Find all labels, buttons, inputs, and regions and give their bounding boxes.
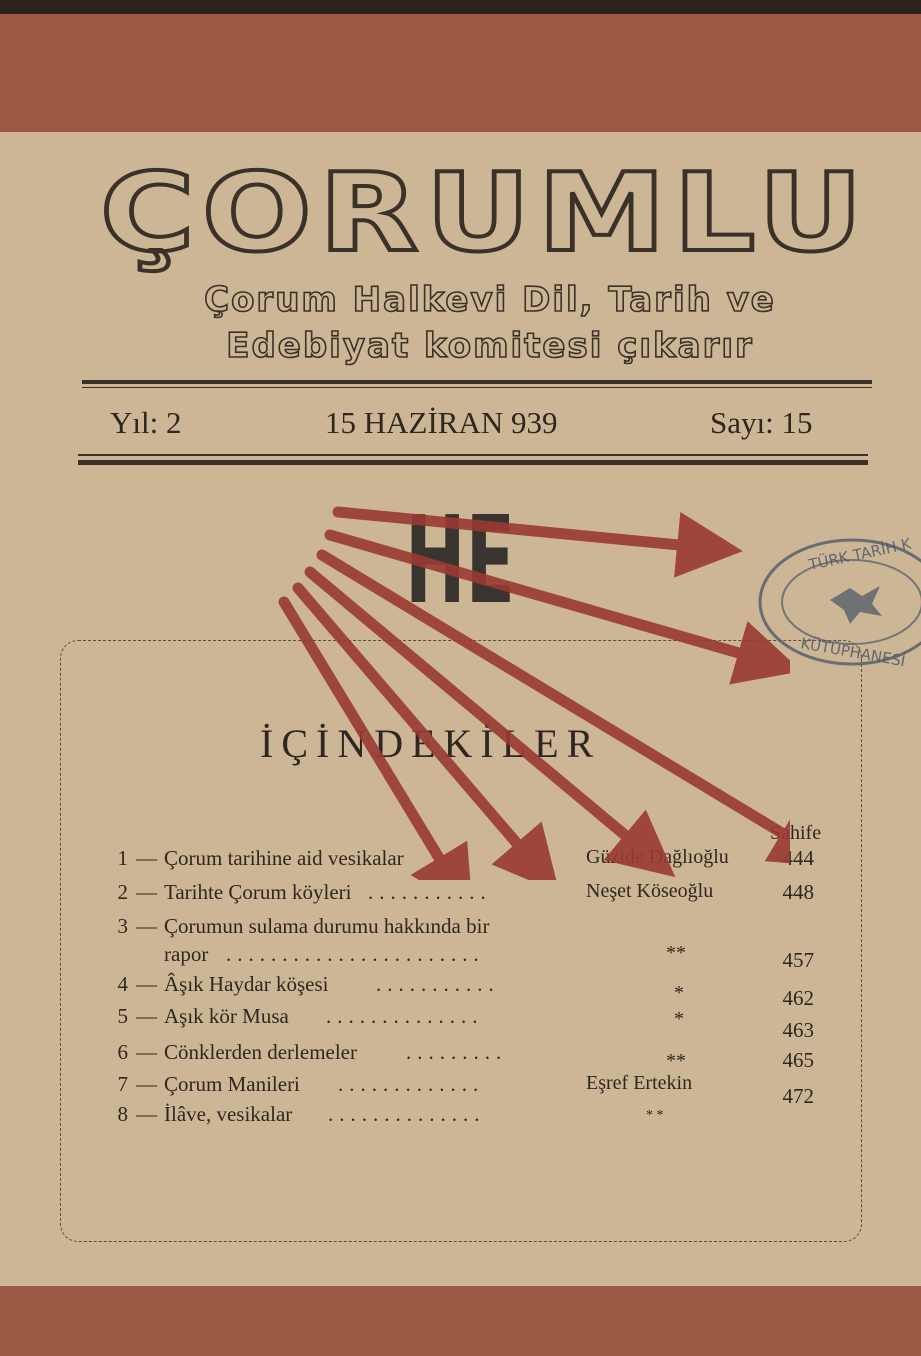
- item-page: 444: [782, 846, 814, 870]
- masthead: [90, 150, 880, 280]
- issue-date: 15 HAZİRAN 939: [325, 405, 558, 440]
- item-author: **: [666, 942, 686, 964]
- divider-top-thin: [82, 387, 872, 388]
- item-number: 1: [117, 846, 128, 870]
- stamp-bottom-text: KÜTÜPHANESİ: [799, 634, 907, 671]
- item-number: 3: [117, 914, 128, 938]
- item-title: Âşık Haydar köşesi: [164, 972, 329, 996]
- leader-dots: ...........: [368, 880, 492, 904]
- item-number: 2: [117, 880, 128, 904]
- item-author: **: [666, 1050, 686, 1072]
- list-item: [106, 880, 826, 910]
- item-number: 6: [117, 1040, 128, 1064]
- item-number: 5: [117, 1004, 128, 1028]
- leader-dots: .......................: [226, 942, 485, 966]
- leader-dots: ...........: [376, 972, 500, 996]
- leader-dots: ..............: [326, 1004, 484, 1028]
- item-author: Eşref Ertekin: [586, 1072, 693, 1094]
- item-dash: —: [136, 846, 157, 870]
- leader-dots: .........: [406, 1040, 508, 1064]
- item-author: *: [674, 1008, 684, 1030]
- item-author: Neşet Köseoğlu: [586, 880, 714, 902]
- subtitle-line-2: Edebiyat komitesi çıkarır: [226, 326, 754, 366]
- masthead-title: ÇORUMLU: [100, 151, 870, 276]
- halkevi-emblem: [270, 490, 790, 880]
- top-color-band: [0, 14, 921, 132]
- item-title: Cönklerden derlemeler: [164, 1040, 357, 1064]
- emblem-letters: HE: [405, 492, 515, 631]
- item-dash: —: [136, 1040, 157, 1064]
- list-item: [106, 972, 826, 1010]
- item-page: 448: [782, 880, 814, 904]
- item-page: 465: [782, 1048, 814, 1072]
- item-dash: —: [136, 880, 157, 904]
- item-dash: —: [136, 972, 157, 996]
- item-title: Çorumun sulama durumu hakkında bir: [164, 914, 490, 938]
- subtitle-line-1: Çorum Halkevi Dil, Tarih ve: [204, 280, 776, 320]
- divider-top: [82, 380, 872, 384]
- item-page: 472: [782, 1084, 814, 1108]
- leader-dots: ..............: [328, 1102, 486, 1126]
- item-number: 4: [117, 972, 128, 996]
- item-number: 8: [117, 1102, 128, 1126]
- list-item: [106, 914, 826, 976]
- list-item: [106, 1004, 826, 1042]
- stamp-eagle-icon: [830, 586, 882, 624]
- item-title: Tarihte Çorum köyleri: [164, 880, 352, 904]
- item-dash: —: [136, 914, 157, 938]
- item-author: *: [674, 982, 684, 1004]
- emblem-arrows: [284, 512, 790, 880]
- item-author: * *: [646, 1108, 664, 1123]
- item-dash: —: [136, 1072, 157, 1096]
- page-column-label: Sahife: [770, 822, 822, 844]
- item-title: İlâve, vesikalar: [164, 1102, 293, 1126]
- issue-number: Sayı: 15: [710, 405, 813, 440]
- item-author: Güzide Dağlıoğlu: [586, 846, 729, 868]
- contents-heading: İÇİNDEKİLER: [260, 721, 602, 766]
- item-dash: —: [136, 1004, 157, 1028]
- item-page: 462: [782, 986, 814, 1010]
- list-item: [106, 1102, 826, 1132]
- item-title: Aşık kör Musa: [164, 1004, 289, 1028]
- list-item: [106, 1040, 826, 1070]
- divider-bottom: [78, 460, 868, 465]
- issue-year: Yıl: 2: [110, 405, 182, 440]
- item-number: 7: [117, 1072, 128, 1096]
- item-dash: —: [136, 1102, 157, 1126]
- list-item: [106, 1072, 826, 1108]
- bottom-color-band: [0, 1286, 921, 1356]
- stamp-top-text: TÜRK TARİH K: [807, 534, 913, 574]
- item-title: Çorum Manileri: [164, 1072, 300, 1096]
- top-edge: [0, 0, 921, 14]
- leader-dots: .............: [338, 1072, 485, 1096]
- item-title-continued: rapor: [164, 942, 209, 966]
- item-title: Çorum tarihine aid vesikalar: [164, 846, 404, 870]
- divider-bottom-thin: [78, 454, 868, 456]
- item-page: 457: [782, 948, 814, 972]
- item-page: 463: [782, 1018, 814, 1042]
